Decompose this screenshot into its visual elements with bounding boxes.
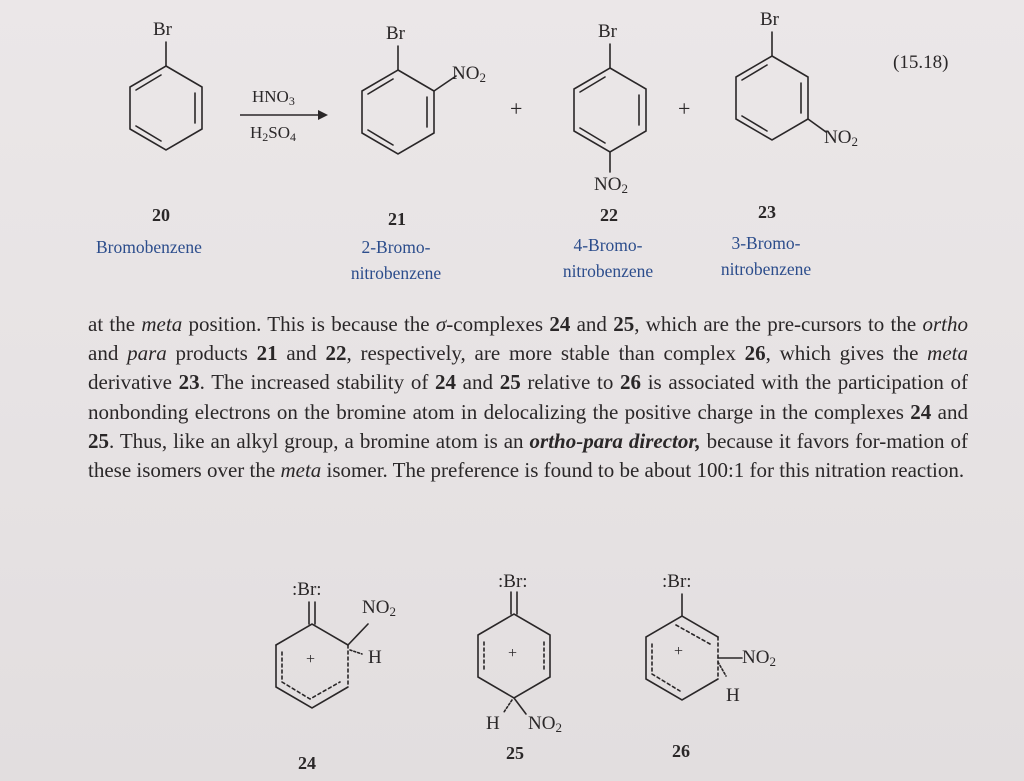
br-label-22: Br xyxy=(598,21,617,42)
body-paragraph: at the meta position. This is because the σ-complexes 24 and 25, which are the pre-cursors to the ortho and para products 21 and 22, respectively, are more stable than complex 26, which gives the meta derivative 23. The increased stability of 24 and 25 relative to 26 is associated with the participation of nonbonding electrons on the bromine atom in delocalizing the positive charge in the complexes 24 and 25. Thus, like an alkyl group, a bromine atom is an ortho-para director, because it favors for-mation of these isomers over the meta isomer. The preference is found to be about 100:1 for this nitration reaction. xyxy=(88,312,969,483)
compound-name-23: 3-Bromo- nitrobenzene xyxy=(720,233,812,279)
no2-label-26: $NO_2$ xyxy=(742,647,776,669)
compound-number-23: 23 xyxy=(758,202,776,222)
no2-label-24: $NO_2$ xyxy=(362,597,396,619)
compound-name-21: 2-Bromo- nitrobenzene xyxy=(350,237,442,283)
br-lone-label-26: :Br: xyxy=(662,571,692,592)
no2-label-21: $NO_2$ xyxy=(452,63,486,85)
benzene-ring-21 xyxy=(348,46,468,166)
br-label-20: Br xyxy=(153,19,172,40)
br-lone-label-25: :Br: xyxy=(498,571,528,592)
compound-name-20: Bromobenzene xyxy=(96,237,202,257)
plus-sign-2: + xyxy=(678,96,691,121)
plus-charge-26: + xyxy=(674,643,684,660)
complex-number-25: 25 xyxy=(506,743,524,763)
no2-label-23: $NO_2$ xyxy=(824,127,858,149)
h-label-26: H xyxy=(726,685,740,706)
compound-number-22: 22 xyxy=(600,205,618,225)
plus-sign-1: + xyxy=(510,96,523,121)
benzene-ring-20 xyxy=(116,42,216,162)
complex-number-26: 26 xyxy=(672,741,690,761)
equation-number: (15.18) xyxy=(893,52,949,73)
complex-number-24: 24 xyxy=(298,753,316,773)
compound-name-22: 4-Bromo- nitrobenzene xyxy=(562,235,654,281)
br-label-23: Br xyxy=(760,9,779,30)
no2-label-25: $NO_2$ xyxy=(528,713,562,735)
compound-number-20: 20 xyxy=(152,205,170,225)
plus-charge-24: + xyxy=(306,651,316,668)
no2-label-22: $NO_2$ xyxy=(594,174,628,196)
plus-charge-25: + xyxy=(508,645,518,662)
br-label-21: Br xyxy=(386,23,405,44)
br-lone-label-24: :Br: xyxy=(292,579,322,600)
reagent-bottom: $H_2SO_4$ xyxy=(250,123,297,144)
h-label-24: H xyxy=(368,647,382,668)
reagent-top: $HNO_3$ xyxy=(252,87,295,108)
compound-number-21: 21 xyxy=(388,209,406,229)
benzene-ring-22 xyxy=(560,44,660,184)
h-label-25: H xyxy=(486,713,500,734)
